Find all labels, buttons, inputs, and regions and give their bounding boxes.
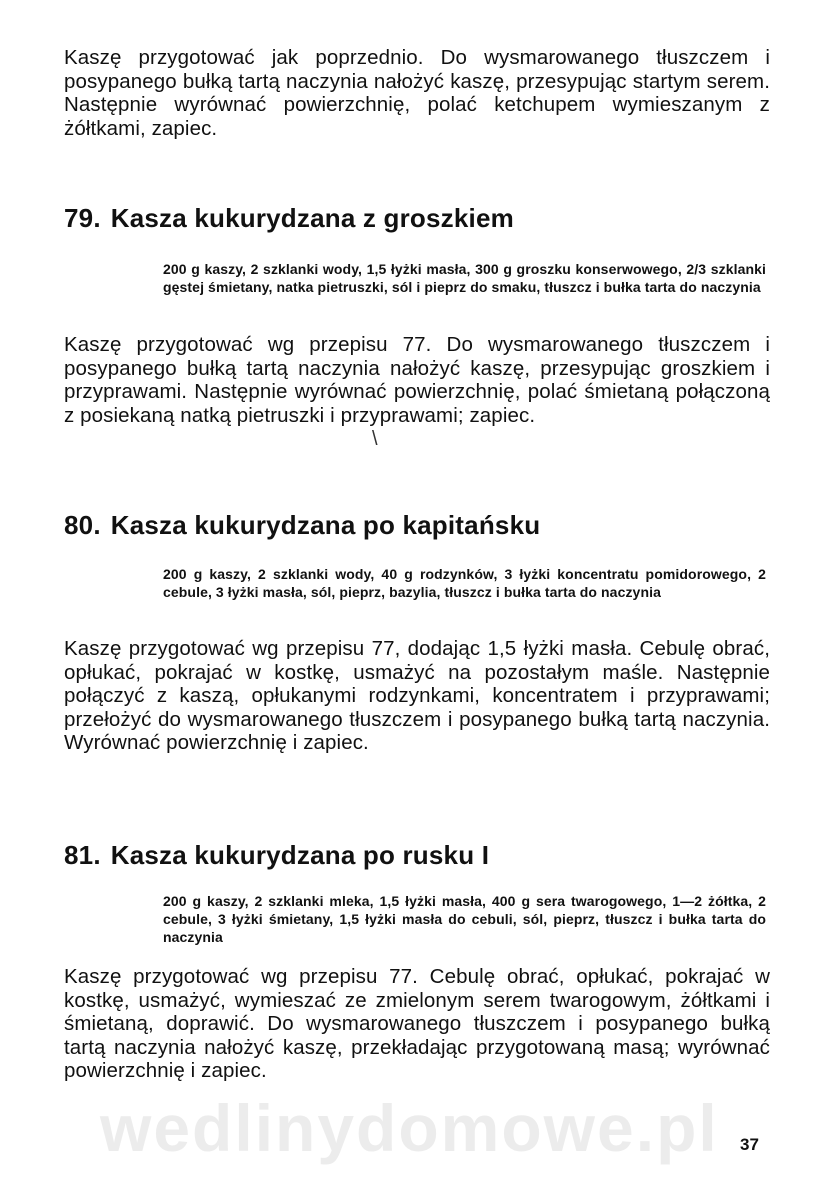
recipe-79-heading: [64, 203, 784, 233]
recipe-80-ingredients: 200 g kaszy, 2 szklanki wody, 40 g rodzynków, 3 łyżki koncentratu pomidorowego, 2 cebule, 3 łyżki masła, sól, pieprz, bazylia, tłuszcz i bułka tarta do naczynia: [163, 566, 766, 600]
recipe-80-method: Kaszę przygotować wg przepisu 77, dodając 1,5 łyżki masła. Cebulę obrać, opłukać, pokrajać w kostkę, usmażyć na pozostałym maśle. Następnie połączyć z kaszą, opłukanymi rodzynkami, koncentratem i przyprawami; przełożyć do wysmarowanego tłuszczem i posypanego bułką tartą naczynia. Wyrównać powierzchnię i zapiec.: [64, 637, 770, 754]
page-number: 37: [740, 1135, 759, 1154]
recipe-80-title: Kasza kukurydzana po kapitańsku: [110, 510, 541, 540]
recipe-81-heading: [64, 840, 784, 870]
recipe-79-title: Kasza kukurydzana z groszkiem: [110, 203, 514, 233]
recipe-79-ingredients: 200 g kaszy, 2 szklanki wody, 1,5 łyżki masła, 300 g groszku konserwowego, 2/3 szklanki gęstej śmietany, natka pietruszki, sól i pieprz do smaku, tłuszcz i bułka tarta do naczynia: [163, 261, 766, 295]
recipe-81-number: 81.: [64, 840, 101, 870]
watermark: wedlinydomowe.pl: [100, 1091, 719, 1165]
recipe-79-number: 79.: [64, 203, 101, 233]
intro-paragraph: Kaszę przygotować jak poprzednio. Do wysmarowanego tłuszczem i posypanego bułką tartą naczynia nałożyć kaszę, przesypując startym serem. Następnie wyrównać powierzchnię, polać ketchupem wymieszanym z żółtkami, zapiec.: [64, 46, 770, 140]
recipe-81-method: Kaszę przygotować wg przepisu 77. Cebulę obrać, opłukać, pokrajać w kostkę, usmażyć, wymieszać ze zmielonym serem twarogowym, żółtkami i śmietaną, doprawić. Do wysmarowanego tłuszczem i posypanego bułką tartą naczynia nałożyć kaszę, przekładając przygotowaną masą; wyrównać powierzchnię i zapiec.: [64, 965, 770, 1082]
recipe-80-number: 80.: [64, 510, 101, 540]
print-mark: \: [372, 428, 378, 450]
recipe-81-ingredients: 200 g kaszy, 2 szklanki mleka, 1,5 łyżki masła, 400 g sera twarogowego, 1—2 żółtka, 2 cebule, 3 łyżki śmietany, 1,5 łyżki masła do cebuli, sól, pieprz, tłuszcz i bułka tarta do naczynia: [163, 893, 766, 945]
recipe-79-method: Kaszę przygotować wg przepisu 77. Do wysmarowanego tłuszczem i posypanego bułką tartą naczynia nałożyć kaszę, przesypując groszkiem i przyprawami. Następnie wyrównać powierzchnię, polać śmietaną połączoną z posiekaną natką pietruszki i przyprawami; zapiec.: [64, 333, 770, 427]
recipe-80-heading: [64, 510, 784, 540]
recipe-81-title: Kasza kukurydzana po rusku I: [110, 840, 490, 870]
